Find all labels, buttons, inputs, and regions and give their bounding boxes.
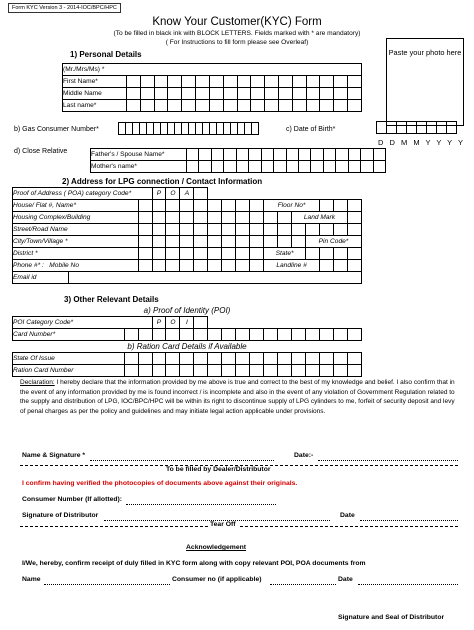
poi-code-label: POI Category Code* — [13, 317, 153, 329]
seal-label: Signature and Seal of Distributor — [338, 614, 445, 621]
landline-label: Landline # — [264, 260, 320, 272]
mother-name-row[interactable] — [91, 161, 386, 173]
salutation-row[interactable] — [63, 64, 362, 76]
gas-consumer-label: b) Gas Consumer Number* — [14, 126, 99, 133]
phone-prefix: Phone #* : — [13, 262, 44, 269]
date-line[interactable] — [318, 460, 458, 461]
tear-off-line-right — [240, 526, 458, 527]
dob-cells[interactable] — [376, 121, 456, 134]
mobile-label: Mobile No — [49, 262, 79, 269]
house-label: House/ Flat #, Name* — [13, 200, 139, 212]
ack-name-line[interactable] — [44, 584, 170, 585]
district-row[interactable] — [13, 248, 362, 260]
last-name-label: Last name* — [63, 100, 127, 112]
salutation-label: (Mr./Mrs/Ms) * — [63, 64, 362, 76]
relative-grid — [90, 148, 386, 173]
email-row[interactable] — [13, 272, 362, 284]
dealer-section-heading: To be filled by Dealer/Distributor — [166, 466, 271, 473]
other-details-grid — [12, 305, 362, 377]
ration-title: b) Ration Card Details if Available — [127, 342, 247, 351]
form-instructions-note: ( For Instructions to fill form please see Overleaf) — [165, 39, 309, 46]
state-issue-row[interactable] — [13, 353, 362, 365]
poi-letter-o: O — [166, 317, 180, 329]
date-label: Date:- — [294, 452, 314, 459]
other-details-heading: 3) Other Relevant Details — [64, 295, 159, 304]
verification-statement: I confirm having verified the photocopies of documents above against their originals. — [22, 480, 298, 487]
form-subtitle: (To be filled in black ink with BLOCK LETTERS. Fields marked with * are mandatory) — [113, 30, 361, 37]
poi-letter-i: I — [180, 317, 194, 329]
ack-date-line[interactable] — [358, 584, 458, 585]
pin-code-label: Pin Code* — [306, 236, 362, 248]
consumer-number-label: Consumer Number (If allotted): — [22, 496, 123, 503]
photo-box[interactable] — [386, 38, 464, 126]
phone-label — [13, 260, 139, 272]
form-version-label: Form KYC Version 3 - 2014-IOC/BPC/HPC — [8, 3, 121, 13]
declaration-body: I hereby declare that the information provided by me above is true and correct to the best of my knowledge and belief. I also confirm that in the event of any information provided by me is found incorrect / is incomplete and also in the event of any violation of Government Regulation related to the supply and distribution of LPG, IOC/BPC/HPC will be within its right to discontinue supply of LPG cylinders to me, forfeit of security deposit and levy of penal charges as per the policy and guidelines and may initiate legal action applicable under provisions. — [20, 379, 455, 415]
phone-row[interactable] — [13, 260, 362, 272]
ack-date-label: Date — [338, 576, 353, 583]
acknowledgement-text: I/We, hereby, confirm receipt of duly filled in KYC form along with copy relevant POI, POA documents from — [22, 560, 366, 567]
address-heading: 2) Address for LPG connection / Contact Information — [62, 177, 263, 186]
father-spouse-row[interactable] — [91, 149, 386, 161]
father-spouse-label: Father's / Spouse Name* — [91, 149, 187, 161]
mother-name-label: Mother's name* — [91, 161, 187, 173]
street-row[interactable] — [13, 224, 362, 236]
street-label: Street/Road Name — [13, 224, 139, 236]
first-name-row[interactable] — [63, 76, 362, 88]
name-signature-label: Name & Signature * — [22, 452, 86, 459]
acknowledgement-heading: Acknowledgement — [186, 544, 247, 551]
housing-label: Housing Complex/Building — [13, 212, 139, 224]
distributor-signature-label: Signature of Distributor — [22, 512, 99, 519]
personal-details-heading: 1) Personal Details — [70, 50, 142, 59]
email-label: Email id — [13, 272, 69, 284]
house-row[interactable] — [13, 200, 362, 212]
address-grid — [12, 187, 362, 284]
card-number-row[interactable] — [13, 329, 362, 341]
tear-off-line-left — [20, 526, 208, 527]
ack-consumer-label: Consumer no (if applicable) — [172, 576, 262, 583]
middle-name-row[interactable] — [63, 88, 362, 100]
city-label: City/Town/Village * — [13, 236, 139, 248]
close-relative-label: d) Close Relative — [14, 148, 68, 155]
last-name-row[interactable] — [63, 100, 362, 112]
tear-off-label: Tear Off — [210, 521, 236, 528]
photo-box-label: Paste your photo here — [388, 48, 462, 57]
ration-number-row[interactable] — [13, 365, 362, 377]
poa-letter-a: A — [180, 188, 194, 200]
card-number-label: Card Number* — [13, 329, 125, 341]
housing-row[interactable] — [13, 212, 362, 224]
dob-label: c) Date of Birth* — [286, 126, 336, 133]
first-name-label: First Name* — [63, 76, 127, 88]
gas-consumer-cells[interactable] — [118, 122, 258, 135]
dob-format-hint: D D M M Y Y Y Y — [378, 138, 463, 147]
poa-letter-p: P — [152, 188, 166, 200]
landmark-label: Land Mark — [292, 212, 348, 224]
declaration-text — [20, 378, 458, 416]
poa-letter-o: O — [166, 188, 180, 200]
state-label: State* — [264, 248, 306, 260]
poi-letter-p: P — [152, 317, 166, 329]
ack-consumer-line[interactable] — [270, 584, 336, 585]
state-issue-label: State Of Issue — [13, 353, 125, 365]
ration-number-label: Ration Card Number — [13, 365, 125, 377]
distributor-date-label: Date — [340, 512, 355, 519]
name-signature-line[interactable] — [90, 460, 274, 461]
form-title: Know Your Customer(KYC) Form — [152, 16, 322, 28]
poa-code-label: Proof of Address ( POA) category Code* — [13, 188, 153, 200]
city-row[interactable] — [13, 236, 362, 248]
distributor-date-line[interactable] — [360, 520, 458, 521]
district-label: District * — [13, 248, 139, 260]
floor-label: Floor No* — [264, 200, 320, 212]
ack-name-label: Name — [22, 576, 41, 583]
consumer-number-line[interactable] — [126, 504, 276, 505]
declaration-label: Declaration: — [20, 379, 55, 386]
poi-code-row[interactable] — [13, 317, 362, 329]
poa-code-row[interactable] — [13, 188, 362, 200]
personal-name-grid — [62, 63, 362, 112]
poi-title: a) Proof of Identity (POI) — [143, 306, 231, 315]
middle-name-label: Middle Name — [63, 88, 127, 100]
